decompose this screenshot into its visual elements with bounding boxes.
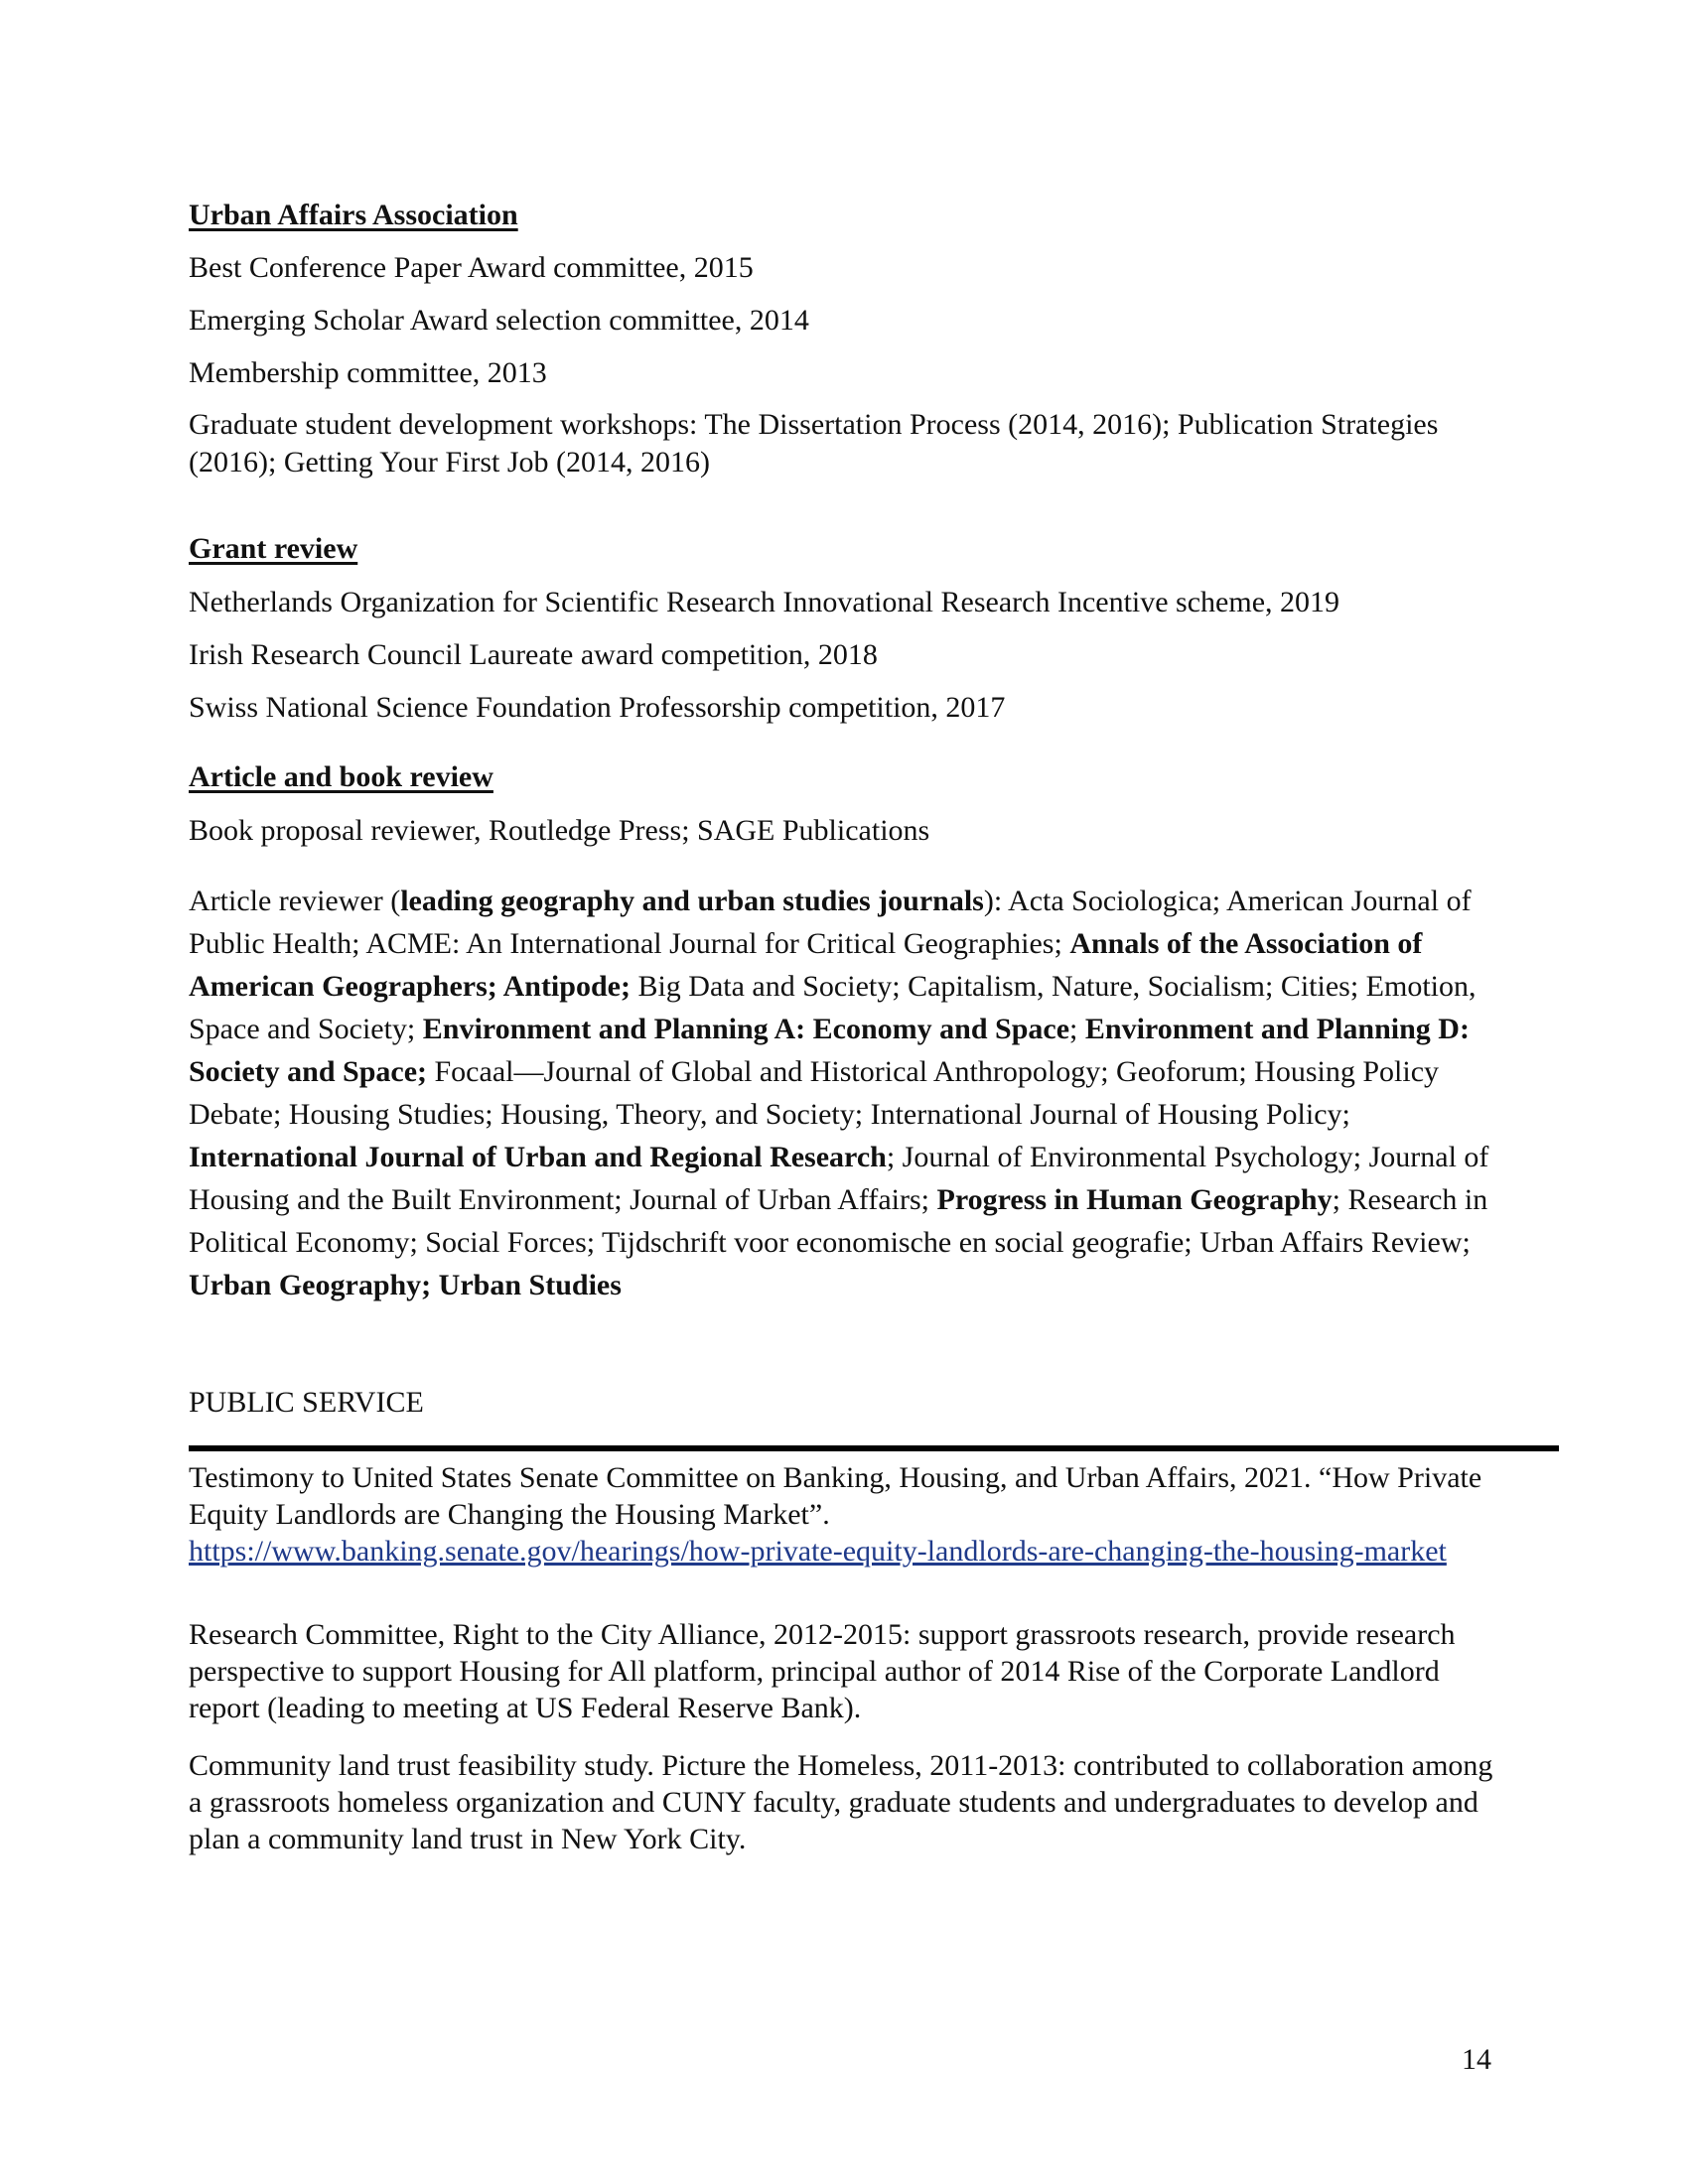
grant-item-3: Swiss National Science Foundation Professorship competition, 2017 bbox=[189, 691, 1006, 724]
ua-item-3: Membership committee, 2013 bbox=[189, 356, 547, 389]
section-divider bbox=[189, 1445, 1559, 1451]
book-proposal-item: Book proposal reviewer, Routledge Press; SAGE Publications bbox=[189, 814, 930, 847]
journal-bold-segment: Urban Geography; Urban Studies bbox=[189, 1269, 622, 1301]
grant-item-1: Netherlands Organization for Scientific Research Innovational Research Incentive scheme, 2019 bbox=[189, 586, 1340, 618]
grant-item-2: Irish Research Council Laureate award competition, 2018 bbox=[189, 638, 878, 671]
journal-bold-segment: Progress in Human Geography bbox=[936, 1183, 1333, 1216]
grant-review-heading: Grant review bbox=[189, 532, 358, 565]
article-reviewer-journals bbox=[189, 880, 1489, 1306]
land-trust-item: Community land trust feasibility study. Picture the Homeless, 2011-2013: contributed to collaboration among a grassroots homeless organization and CUNY faculty, graduate students and undergraduates to develop and plan a community land trust in New York City. bbox=[189, 1749, 1493, 1855]
journal-bold-segment: Annals of the Association of American Geographers; Antipode; bbox=[189, 927, 1423, 1003]
ua-item-4: Graduate student development workshops: The Dissertation Process (2014, 2016); Publication Strategies (2016); Getting Your First Job (2014, 2016) bbox=[189, 408, 1439, 478]
journal-text-segment: ): Acta Sociologica; American Journal of Public Health; ACME: An International Journal for Critical Geographies; bbox=[189, 885, 1472, 960]
testimony-text: Testimony to United States Senate Committee on Banking, Housing, and Urban Affairs, 2021. “How Private Equity Landlords are Changing the Housing Market”. bbox=[189, 1461, 1482, 1531]
journal-bold-segment: International Journal of Urban and Regional Research bbox=[189, 1141, 887, 1173]
public-service-title: PUBLIC SERVICE bbox=[189, 1386, 424, 1419]
journal-text-segment: Article reviewer ( bbox=[189, 885, 401, 917]
senate-hearing-link[interactable]: https://www.banking.senate.gov/hearings/how-private-equity-landlords-are-changing-the-housing-market bbox=[189, 1535, 1447, 1568]
ua-item-2: Emerging Scholar Award selection committee, 2014 bbox=[189, 304, 809, 337]
ua-item-1: Best Conference Paper Award committee, 2015 bbox=[189, 251, 754, 284]
urban-affairs-heading: Urban Affairs Association bbox=[189, 199, 518, 231]
journal-text-segment: ; Journal of Environmental Psychology; Journal of Housing and the Built Environment; Journal of Urban Affairs; bbox=[189, 1141, 1489, 1216]
journal-text-segment: ; Research in Political Economy; Social Forces; Tijdschrift voor economische en social geografie; Urban Affairs Review; bbox=[189, 1183, 1488, 1259]
testimony-item bbox=[189, 1459, 1489, 1570]
page-number: 14 bbox=[1462, 2043, 1491, 2076]
journal-bold-segment: Environment and Planning D: Society and Space; bbox=[189, 1013, 1470, 1088]
journal-text-segment: Focaal—Journal of Global and Historical Anthropology; Geoforum; Housing Policy Debate; Housing Studies; Housing, Theory, and Society; International Journal of Housing Policy; bbox=[189, 1055, 1440, 1131]
research-committee-item: Research Committee, Right to the City Alliance, 2012-2015: support grassroots research, provide research perspective to support Housing for All platform, principal author of 2014 Rise of the Corporate Landlord report (leading to meeting at US Federal Reserve Bank). bbox=[189, 1618, 1456, 1724]
article-review-heading: Article and book review bbox=[189, 760, 493, 793]
journal-bold-segment: leading geography and urban studies journals bbox=[400, 885, 984, 917]
journal-text-segment: ; bbox=[1069, 1013, 1085, 1045]
journal-bold-segment: Environment and Planning A: Economy and Space bbox=[422, 1013, 1070, 1045]
journal-text-segment: Big Data and Society; Capitalism, Nature, Socialism; Cities; Emotion, Space and Society; bbox=[189, 970, 1477, 1045]
